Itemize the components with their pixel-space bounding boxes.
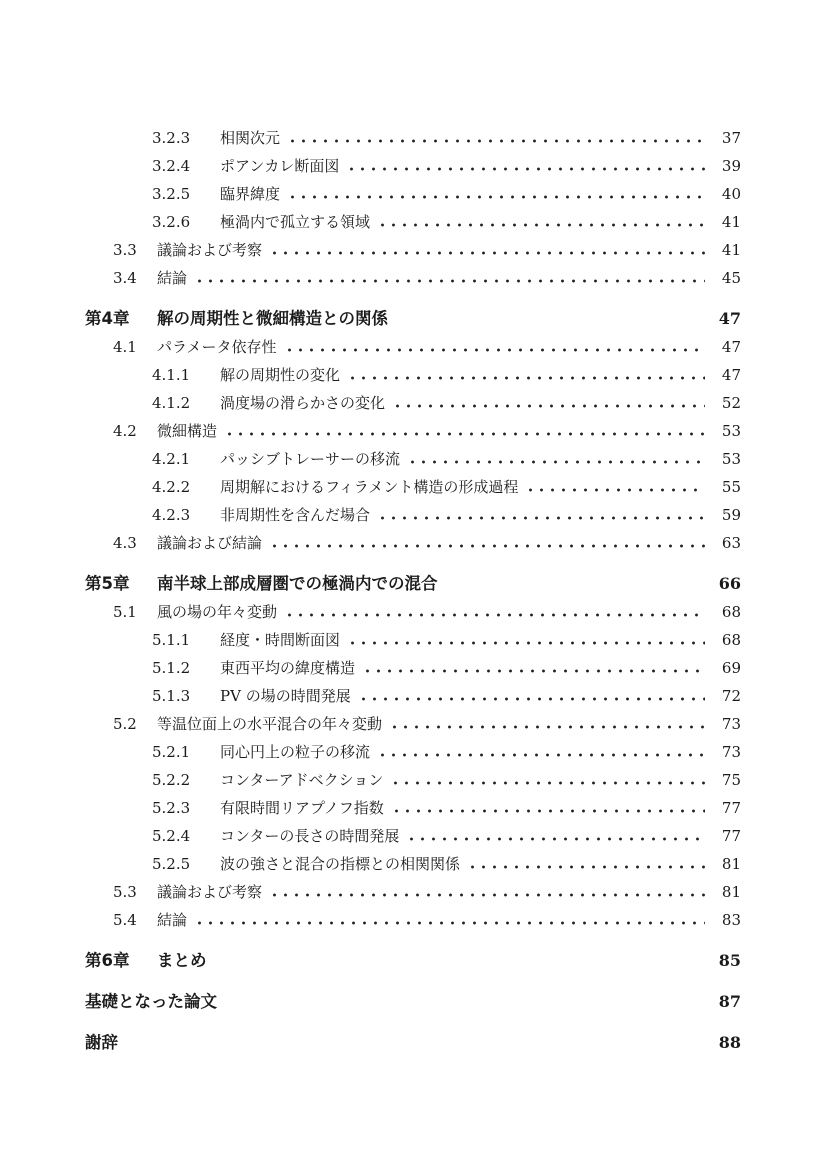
toc-leader-dots [389, 710, 705, 738]
toc-entry-page: 85 [718, 951, 741, 970]
toc-entry-number: 5.1 [113, 603, 137, 621]
toc-entry [85, 988, 741, 1016]
toc-entry-page: 52 [721, 394, 741, 412]
toc-entry-page: 59 [721, 506, 741, 524]
toc-entry [85, 710, 741, 738]
toc-entry-number: 3.3 [113, 241, 137, 259]
toc-leader-dots [406, 822, 705, 850]
toc-leader-dots [224, 417, 705, 445]
toc-entry-title: 経度・時間断面図 [220, 631, 341, 649]
toc-entry [85, 236, 741, 264]
toc-entry-page: 73 [721, 715, 741, 733]
toc-entry-title: 同心円上の粒子の移流 [220, 743, 371, 761]
toc-entry-title: コンターの長さの時間発展 [220, 827, 400, 845]
toc-entry [85, 473, 741, 501]
toc-entry-page: 55 [721, 478, 741, 496]
toc-entry-page: 75 [721, 771, 741, 789]
toc-leader-dots [392, 389, 705, 417]
toc-entry-number: 4.1.1 [152, 366, 191, 384]
toc-entry [85, 906, 741, 934]
toc-entry-page: 69 [721, 659, 741, 677]
toc-entry-number: 4.2.1 [152, 450, 191, 468]
toc-entry [85, 598, 741, 626]
toc-entry-title: 有限時間リアプノフ指数 [220, 799, 384, 817]
toc-entry-page: 87 [718, 992, 741, 1011]
toc-entry-page: 45 [721, 269, 741, 287]
toc-entry [85, 417, 741, 445]
toc-entry-title: 結論 [157, 269, 188, 287]
toc-entry [85, 124, 741, 152]
toc-leader-dots [377, 501, 705, 529]
toc-leader-dots [214, 947, 706, 975]
toc-entry-number: 5.1.2 [152, 659, 191, 677]
toc-entry-page: 47 [718, 309, 741, 328]
toc-leader-dots [269, 878, 705, 906]
toc-entry-number: 4.2.3 [152, 506, 191, 524]
toc-leader-dots [377, 208, 705, 236]
toc-entry-title: 渦度場の滑らかさの変化 [220, 394, 386, 412]
toc-entry [85, 333, 741, 361]
toc-leader-dots [284, 598, 705, 626]
toc-entry [85, 850, 741, 878]
toc-entry-page: 41 [721, 241, 741, 259]
toc-entry-title: PV の場の時間発展 [220, 687, 351, 705]
toc-entry-title: 議論および考察 [157, 883, 263, 901]
toc-entry [85, 766, 741, 794]
toc-leader-dots [269, 529, 705, 557]
toc-leader-dots [269, 236, 705, 264]
toc-entry-page: 83 [721, 911, 741, 929]
toc-entry-page: 72 [721, 687, 741, 705]
toc-entry-title: 非周期性を含んだ場合 [220, 506, 371, 524]
toc-entry-page: 53 [721, 450, 741, 468]
toc-entry [85, 529, 741, 557]
toc-leader-dots [390, 766, 705, 794]
toc-entry-page: 47 [721, 338, 741, 356]
toc-leader-dots [362, 654, 705, 682]
toc-entry-title: 等温位面上の水平混合の年々変動 [157, 715, 383, 733]
toc-entry-number: 4.2 [113, 422, 137, 440]
toc-entry [85, 389, 741, 417]
toc-entry-number: 3.2.6 [152, 213, 191, 231]
toc-entry-number: 4.1.2 [152, 394, 191, 412]
toc-entry [85, 180, 741, 208]
toc-leader-dots [407, 445, 705, 473]
toc-entry-page: 81 [721, 855, 741, 873]
toc-entry-number: 5.2.1 [152, 743, 191, 761]
toc-leader-dots [194, 264, 705, 292]
toc-entry-title: ポアンカレ断面図 [220, 157, 340, 175]
toc-leader-dots [347, 626, 705, 654]
toc-entry-title: 南半球上部成層圏での極渦内での混合 [157, 574, 438, 593]
toc-entry-number: 3.2.5 [152, 185, 191, 203]
toc-entry-number: 3.4 [113, 269, 137, 287]
toc-entry-number: 5.3 [113, 883, 137, 901]
toc-leader-dots [284, 333, 705, 361]
toc-leader-dots [224, 988, 705, 1016]
toc-leader-dots [445, 570, 706, 598]
toc-entry-number: 3.2.3 [152, 129, 191, 147]
toc-entry [85, 947, 741, 975]
toc-entry-number: 5.2.2 [152, 771, 191, 789]
toc-entry-title: 解の周期性の変化 [220, 366, 341, 384]
toc-entry-number: 5.2.5 [152, 855, 191, 873]
toc-entry-title: パッシブトレーサーの移流 [220, 450, 401, 468]
toc-leader-dots [125, 1029, 705, 1057]
toc-entry-page: 77 [721, 799, 741, 817]
toc-entry-page: 47 [721, 366, 741, 384]
toc-entry [85, 682, 741, 710]
toc-entry-page: 81 [721, 883, 741, 901]
toc-entry-title: 臨界緯度 [220, 185, 281, 203]
toc-entry-number: 4.3 [113, 534, 137, 552]
toc-entry-title: 微細構造 [157, 422, 218, 440]
toc-leader-dots [467, 850, 705, 878]
toc-entry-number: 第4章 [85, 309, 130, 328]
toc-entry-title: 極渦内で孤立する領域 [220, 213, 371, 231]
toc-entry [85, 445, 741, 473]
toc-entry [85, 626, 741, 654]
toc-entry-number: 5.2 [113, 715, 137, 733]
toc-entry-title: 周期解におけるフィラメント構造の形成過程 [220, 478, 519, 496]
toc-leader-dots [287, 180, 705, 208]
toc-leader-dots [377, 738, 705, 766]
toc-entry-number: 5.1.1 [152, 631, 191, 649]
toc-entry-title: 東西平均の緯度構造 [220, 659, 356, 677]
toc-leader-dots [395, 305, 705, 333]
toc-entry-page: 68 [721, 603, 741, 621]
toc-entry [85, 208, 741, 236]
toc-entry [85, 1029, 741, 1057]
toc-entry-page: 63 [721, 534, 741, 552]
toc-entry-title: 解の周期性と微細構造との関係 [157, 309, 388, 328]
toc-leader-dots [358, 682, 705, 710]
toc-entry [85, 305, 741, 333]
toc-leader-dots [347, 361, 705, 389]
toc-entry [85, 794, 741, 822]
toc-leader-dots [525, 473, 705, 501]
toc-entry-title: 議論および結論 [157, 534, 263, 552]
toc-entry-title: 波の強さと混合の指標との相関関係 [220, 855, 461, 873]
toc-entry-page: 68 [721, 631, 741, 649]
toc-entry [85, 654, 741, 682]
toc-entry-title: 基礎となった論文 [85, 992, 217, 1011]
toc-entry [85, 361, 741, 389]
toc-entry-title: コンターアドベクション [220, 771, 384, 789]
toc-entry-title: 風の場の年々変動 [157, 603, 278, 621]
toc-entry [85, 738, 741, 766]
toc-entry-page: 39 [721, 157, 741, 175]
toc-entry-number: 5.2.4 [152, 827, 191, 845]
toc-leader-dots [391, 794, 705, 822]
toc-leader-dots [287, 124, 705, 152]
toc-entry [85, 822, 741, 850]
toc-entry-number: 4.1 [113, 338, 137, 356]
toc-entry [85, 152, 741, 180]
toc-entry-number: 5.1.3 [152, 687, 191, 705]
toc-entry [85, 878, 741, 906]
toc-entry-number: 第6章 [85, 951, 130, 970]
toc-entry-page: 40 [721, 185, 741, 203]
toc-entry-page: 88 [718, 1033, 741, 1052]
toc-entry-title: パラメータ依存性 [157, 338, 277, 356]
toc-entry-title: 結論 [157, 911, 188, 929]
toc-entry-title: まとめ [157, 951, 207, 970]
toc-entry-page: 41 [721, 213, 741, 231]
toc-entry-title: 相関次元 [220, 129, 281, 147]
toc-entry [85, 264, 741, 292]
toc-entry-page: 73 [721, 743, 741, 761]
toc-entry-number: 4.2.2 [152, 478, 191, 496]
toc-entry-page: 53 [721, 422, 741, 440]
toc-entry-page: 77 [721, 827, 741, 845]
toc-entry-title: 議論および考察 [157, 241, 263, 259]
toc-entry-title: 謝辞 [85, 1033, 118, 1052]
toc-entry-number: 3.2.4 [152, 157, 191, 175]
toc-leader-dots [346, 152, 705, 180]
toc-entry-page: 66 [718, 574, 741, 593]
toc-entry [85, 570, 741, 598]
toc-leader-dots [194, 906, 705, 934]
toc-entry [85, 501, 741, 529]
toc-entry-number: 5.4 [113, 911, 137, 929]
toc-entry-number: 第5章 [85, 574, 130, 593]
toc-entry-page: 37 [721, 129, 741, 147]
toc-entry-number: 5.2.3 [152, 799, 191, 817]
